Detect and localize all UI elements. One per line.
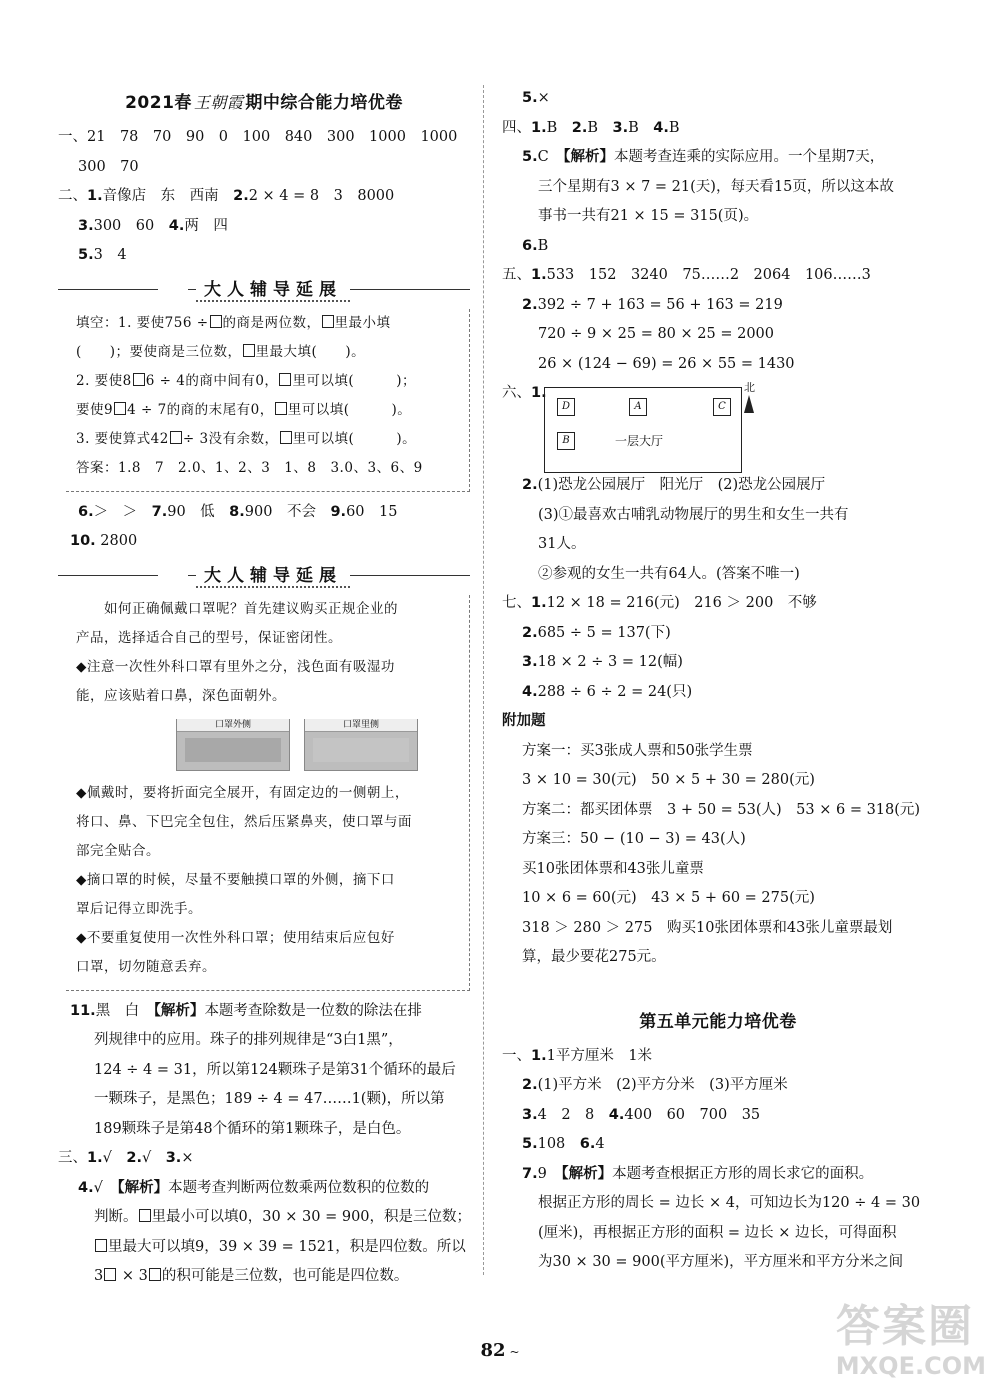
room-c: C [713,398,731,416]
section-1-line-2: 300 70 [78,158,139,175]
room-d: D [557,398,575,416]
section-1-line-1: 一、21 78 70 90 0 100 840 300 1000 1000 [58,129,458,145]
section-4-q5-line-3: 事书一共有21 × 15 = 315(页)。 [538,208,759,224]
ext-box-1: 填空：1. 要使756 ÷ 的商是两位数， 里最小填 ( )；要使商是三位数， 里最大填( )。 2. 要使8 6 ÷ 4的商中间有0， 里可以填( )； 要使9 4 ÷ 7的商的末尾有0， 里可以填( )。 3. 要使算式42 ÷ 3没有余数， 里可以填( )。 答案：1.8 7 2.0、1、2、3 1、8 3.0、3、6、9 [66,309,470,492]
brand-logo: 王朝霞 [193,93,244,112]
q11-line-5: 189颗珠子是第48个循环的第1颗珠子，是白色。 [94,1120,411,1137]
section-4-q5-line-2: 三个星期有3 × 7 = 21(天)，每天看15页，所以这本故 [538,178,894,195]
section-2-line-1: 二、1.音像店 东 西南 2.2 × 4 = 8 3 8000 [58,188,395,204]
ext-1-answer: 答案：1.8 7 2.0、1、2、3 1、8 3.0、3、6、9 [76,459,423,476]
unit5-line-1: 一、1.1平方厘米 1米 [502,1047,653,1064]
section-3-q4-line-1: 4.√ 【解析】本题考查判断两位数乘两位数积的位数的 [78,1179,430,1196]
section-7-line-1: 七、1.12 × 18 = 216(元) 216 ＞ 200 不够 [502,595,817,611]
unit5-title: 第五单元能力培优卷 [639,1011,797,1032]
section-5-line-1: 五、1.533 152 3240 75……2 2064 106……3 [502,267,871,283]
section-6-line-2: 2.(1)恐龙公园展厅 阳光厅 (2)恐龙公园展厅 [522,477,826,493]
unit5-q7-line-3: (厘米)，再根据正方形的面积 = 边长 × 边长，可得面积 [538,1224,897,1241]
section-6-floorplan: 六、1. D A C B 一层大厅 北 [502,379,934,471]
room-a: A [629,398,647,416]
section-4-q5-line-1: 5.C 【解析】本题考查连乘的实际应用。一个星期7天， [522,149,885,165]
ext-heading-2: 大人辅导延展 [58,561,470,589]
north-arrow-icon [744,395,754,413]
mask-outside-photo: 口罩外侧 [176,719,290,771]
section-6-line-3: (3)①最喜欢古哺乳动物展厅的男生和女生一共有 [538,506,849,523]
mask-photos [176,719,463,771]
unit5-line-2: 2.(1)平方米 (2)平方分米 (3)平方厘米 [522,1077,788,1093]
q11-line-1: 11.黑 白 【解析】本题考查除数是一位数的除法在排 [70,1002,422,1019]
blank-box [210,315,222,328]
blank-box [280,431,292,444]
floor-plan [544,387,742,473]
section-3-line-1: 三、1.√ 2.√ 3.× [58,1150,194,1166]
extra-heading: 附加题 [502,713,546,729]
left-column [58,78,470,1292]
section-5-line-3: 720 ÷ 9 × 25 = 80 × 25 = 2000 [538,326,774,342]
section-3-q4-line-2: 判断。 里最小可以填0，30 × 30 = 900，积是三位数； [94,1209,472,1225]
section-2-line-3: 5.3 4 [78,247,127,263]
room-b: B [557,432,575,450]
section-4-line-1: 四、1.B 2.B 3.B 4.B [502,119,680,136]
unit5-q7-line-1: 7.9 【解析】本题考查根据正方形的周长求它的面积。 [522,1165,874,1182]
watermark-logo: 答案圈 MXQE.COM [835,1301,986,1380]
q6-q9-line: 6.＞ ＞ 7.90 低 8.900 不会 9.60 15 [78,503,398,520]
column-divider [483,85,484,1275]
section-5-line-4: 26 × (124 − 69) = 26 × 55 = 1430 [538,355,795,372]
blank-box [279,373,291,386]
ext-heading-1: 大人辅导延展 [58,275,470,303]
page-number: 82 ~ [480,1340,520,1361]
q10-line: 10. 2800 [70,533,138,549]
section-6-line-5: ②参观的女生一共有64人。(答案不唯一) [538,565,800,582]
section-2-line-2: 3.300 60 4.两 四 [78,217,228,234]
q11-line-3: 124 ÷ 4 = 31，所以第124颗珠子是第31个循环的最后 [94,1061,456,1078]
section-7-line-4: 4.288 ÷ 6 ÷ 2 = 24(只) [522,683,693,700]
ext-box-2: 如何正确佩戴口罩呢？首先建议购买正规企业的 产品，选择适合自己的型号，保证密闭性。 ◆注意一次性外科口罩有里外之分，浅色面有吸湿功 能，应该贴着口鼻，深色面朝外。 口罩外侧 口罩里侧 ◆佩戴时，要将折面完全展开，有固定边的一侧朝上， 将口、鼻、下巴完全包住，然后压紧鼻夹，使口罩与面 部完全贴合。 ◆摘口罩的时候，尽量不要触摸口罩的外侧，摘下口 罩后记得立即洗手。 ◆不要重复使用一次性外科口罩；使用结束后应包好 口罩，切勿随意丢弃。 [66,595,470,991]
north-label: 北 [744,381,755,394]
section-7-line-3: 3.18 × 2 ÷ 3 = 12(幅) [522,654,683,670]
q11-line-2: 列规律中的应用。珠子的排列规律是“3白1黑”， [94,1032,403,1048]
blank-box [133,373,145,386]
q11-line-4: 一颗珠子，是黑色；189 ÷ 4 = 47……1(颗)，所以第 [94,1091,445,1107]
blank-box [114,402,126,415]
mask-inside-photo: 口罩里侧 [304,719,418,771]
blank-box [243,344,255,357]
blank-box [322,315,334,328]
unit5-line-3: 3.4 2 8 4.400 60 700 35 [522,1106,761,1123]
right-column: 5.× 四、1.B 2.B 3.B 4.B 5.C 【解析】本题考查连乘的实际应用。一个星期7天， 三个星期有3 × 7 = 21(天)，每天看15页，所以这本故 事书一共有21 × 15 = 315(页)。 6.B 五、1.533 152 3240 75……2 2064 106……3 2.392 ÷ 7 + 163 = 56 + 163 = 219 720 ÷ 9 × 25 = 80 × 25 = 2000 26 × (124 − 69) = 26 × 55 = 1430 六、1. D A C B 一层大厅 北 2.(1)恐龙公园展厅 阳光厅 (2)恐龙公园展厅 (3)①最喜欢古哺乳动物展厅的男生和女生一共有 31人。 ②参观的女生一共有64人。(答案不唯一) 七、1.12 × 18 = 216(元) 216 ＞ 200 不够 2.685 ÷ 5 = 137(下) 3.18 × 2 ÷ 3 = 12(幅) 4.288 ÷ 6 ÷ 2 = 24(只) 附加题 方案一：买3张成人票和50张学生票 3 × 10 = 30(元) 50 × 5 + 30 = 280(元) 方案二：都买团体票 3 + 50 = 53(人) 53 × 6 = 318(元) 方案三：50 − (10 − 3) = 43(人) 买10张团体票和43张儿童票 10 × 6 = 60(元) 43 × 5 + 60 = 275(元) 318 ＞ 280 ＞ 275 购买10张团体票和43张儿童票最划 算，最少要花275元。 第五单元能力培优卷 一、1.1平方厘米 1米 2.(1)平方米 (2)平方分米 (3)平方厘米 3.4 2 8 4.400 60 700 35 5.108 6.4 7.9 【解析】本题考查根据正方形的周长求它的面积。 根据正方形的周长 = 边长 × 4，可知边长为120 ÷ 4 = 30 (厘米)，再根据正方形的面积 = 边长 × 边长，可得面积 为30 × 30 = 900(平方厘米)，平方厘米和平方分米之间 [502,78,934,1278]
blank-box [170,431,182,444]
section-7-line-2: 2.685 ÷ 5 = 137(下) [522,624,671,641]
unit5-line-4: 5.108 6.4 [522,1136,605,1152]
unit5-q7-line-2: 根据正方形的周长 = 边长 × 4，可知边长为120 ÷ 4 = 30 [538,1195,921,1211]
blank-box [275,402,287,415]
unit5-q7-line-4: 为30 × 30 = 900(平方厘米)，平方厘米和平方分米之间 [538,1254,904,1270]
section-6-line-4: 31人。 [538,536,586,552]
section-3-q4-line-4: 3 × 3 的积可能是三位数，也可能是四位数。 [94,1268,409,1284]
section-5-line-2: 2.392 ÷ 7 + 163 = 56 + 163 = 219 [522,296,783,313]
hall-label: 一层大厅 [615,434,664,448]
section-4-q6-line: 6.B [522,237,549,254]
midterm-title: 2021春 王朝霞 期中综合能力培优卷 [125,93,403,113]
section-3-q4-line-3: 里最大可以填9，39 × 39 = 1521，积是四位数。所以 [58,1233,470,1263]
r-q5-line: 5.× [522,90,550,106]
